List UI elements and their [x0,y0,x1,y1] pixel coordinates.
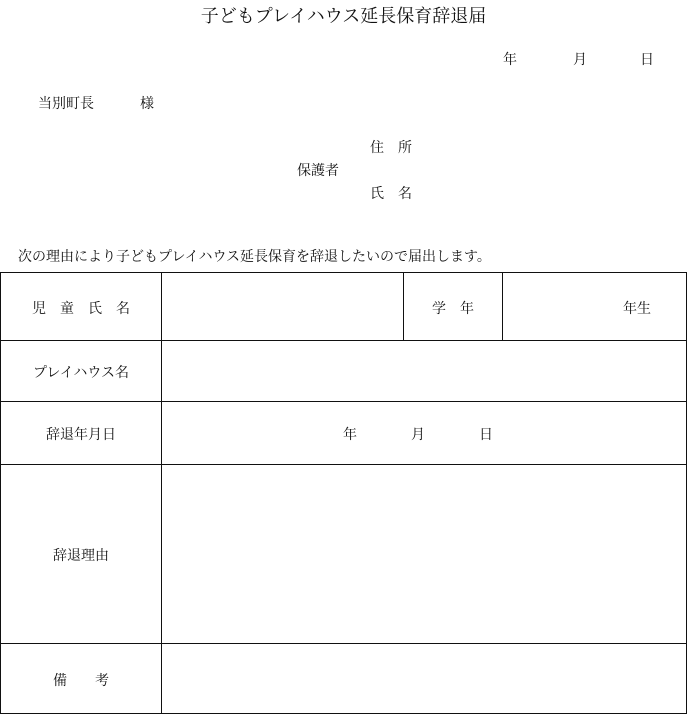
address-label: 住 所 [370,140,412,156]
table-border-left [0,272,1,714]
child-name-label: 児 童 氏 名 [32,301,130,317]
withdraw-date-year: 年 [343,427,357,443]
table-border-bottom [0,713,687,714]
header-date-year: 年 [503,52,517,68]
statement-text: 次の理由により子どもプレイハウス延長保育を辞退したいので届出します。 [18,249,491,265]
reason-label: 辞退理由 [53,548,109,564]
playhouse-name-label: プレイハウス名 [32,365,130,381]
recipient-name: 当別町長 [38,96,94,112]
name-label: 氏 名 [370,186,412,202]
recipient-suffix: 様 [140,96,154,112]
reason-field[interactable] [162,465,686,643]
header-date-month: 月 [573,52,587,68]
withdraw-date-day: 日 [479,427,493,443]
header-date-day: 日 [640,52,654,68]
grade-field[interactable] [503,273,686,340]
withdraw-date-label: 辞退年月日 [46,427,116,443]
playhouse-name-field[interactable] [162,341,686,401]
grade-suffix: 年生 [623,301,651,317]
withdraw-date-month: 月 [411,427,425,443]
remarks-label: 備 考 [53,673,109,689]
grade-label: 学 年 [432,301,474,317]
form-title: 子どもプレイハウス延長保育辞退届 [200,6,487,27]
child-name-field[interactable] [162,273,403,340]
remarks-field[interactable] [162,644,686,713]
guardian-label: 保護者 [297,163,339,179]
